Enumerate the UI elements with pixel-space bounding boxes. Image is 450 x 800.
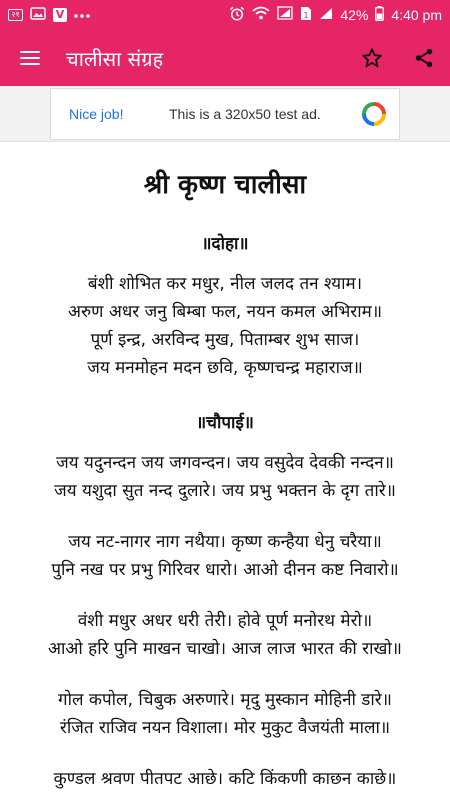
image-notification-icon: [30, 7, 46, 24]
chaupai-line: जय यशुदा सुत नन्द दुलारे। जय प्रभु भक्तन के दृग तारे॥: [54, 481, 396, 501]
more-dots-icon: [74, 8, 90, 23]
doha-line: जय मनमोहन मदन छवि, कृष्णचन्द्र महाराज॥: [87, 358, 363, 378]
ad-network-logo-icon: [357, 100, 391, 128]
doha-line: पूर्ण इन्द्र, अरविन्द मुख, पिताम्बर शुभ साज।: [90, 330, 360, 350]
cell-signal-icon: [319, 7, 333, 24]
chaupai-line: कुण्डल श्रवण पीतपट आछे। कटि किंकणी काछन काछे॥: [53, 769, 397, 789]
favorite-button[interactable]: [346, 30, 398, 86]
battery-percent: 42%: [340, 7, 369, 23]
chaupai-stanza: [0, 607, 450, 663]
doha-line: बंशी शोभित कर मधुर, नील जलद तन श्याम।: [87, 274, 363, 294]
svg-text:1: 1: [303, 10, 309, 20]
star-outline-icon: [361, 47, 383, 69]
battery-icon: [375, 6, 384, 25]
wifi-icon: [252, 6, 270, 24]
status-bar: [0, 0, 450, 30]
ad-nice-job: Nice job!: [69, 106, 124, 122]
ad-banner[interactable]: [50, 88, 400, 140]
chaupai-stanza: [0, 686, 450, 742]
chaupai-line: आओ हरि पुनि माखन चाखो। आज लाज भारत की राखो॥: [48, 639, 402, 659]
sim-icon: [300, 6, 312, 25]
doha-line: अरुण अधर जनु बिम्बा फल, नयन कमल अभिराम॥: [67, 302, 383, 322]
status-right-group: [229, 6, 442, 25]
toolbar-title: चालीसा संग्रह: [66, 46, 164, 71]
share-button[interactable]: [398, 30, 450, 86]
chaupai-stanza: [0, 449, 450, 505]
doha-heading: ॥दोहा॥: [201, 234, 249, 254]
chaupai-line: वंशी मधुर अधर धरी तेरी। होवे पूर्ण मनोरथ मेरो॥: [77, 611, 373, 631]
ad-text: This is a 320x50 test ad.: [169, 106, 321, 122]
clock: 4:40 pm: [391, 7, 442, 23]
chalisa-title: श्री कृष्ण चालीसा: [143, 170, 307, 200]
chaupai-heading: ॥चौपाई॥: [196, 413, 254, 433]
share-icon: [413, 47, 435, 69]
mobile-signal-icon: [277, 6, 293, 24]
chaupai-line: जय यदुनन्दन जय जगवन्दन। जय वसुदेव देवकी नन्दन॥: [56, 453, 394, 473]
app-toolbar: [0, 30, 450, 86]
chaupai-line: जय नट-नागर नाग नथैया। कृष्ण कन्हैया धेनु चरैया॥: [68, 532, 382, 552]
vidmate-icon: V: [53, 8, 67, 22]
status-left-group: [8, 7, 90, 24]
notification-badge: २१: [8, 9, 23, 21]
chaupai-line: गोल कपोल, चिबुक अरुणारे। मृदु मुस्कान मोहिनी डारे॥: [58, 690, 392, 710]
chaupai-stanza: [0, 528, 450, 584]
alarm-icon: [229, 6, 245, 25]
chaupai-line: पुनि नख पर प्रभु गिरिवर धारो। आओ दीनन कष्ट निवारो॥: [51, 560, 399, 580]
chaupai-stanza: [0, 765, 450, 793]
ad-container: [0, 86, 450, 142]
chalisa-content[interactable]: [0, 142, 450, 800]
chaupai-line: रंजित राजिव नयन विशाला। मोर मुकुट वैजयंती माला॥: [59, 718, 391, 738]
doha-block: [0, 270, 450, 382]
menu-icon: [20, 51, 40, 65]
navigation-drawer-button[interactable]: [0, 30, 60, 86]
